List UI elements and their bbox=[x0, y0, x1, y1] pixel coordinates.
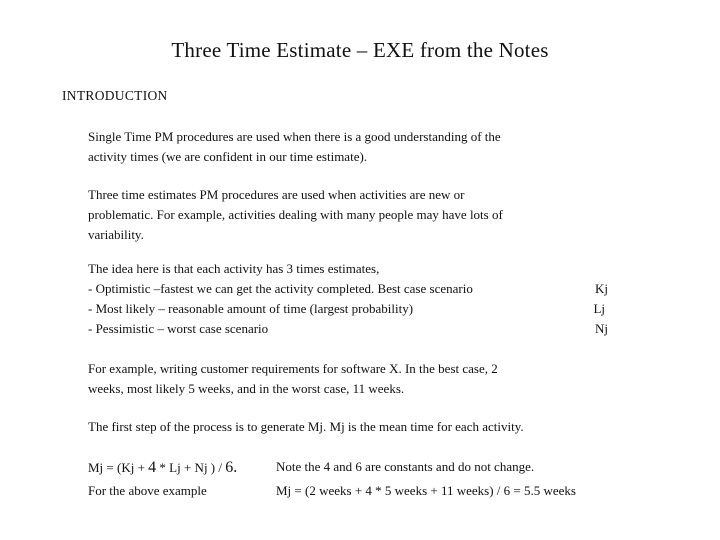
estimate-symbol: Lj bbox=[593, 301, 605, 316]
slide-title: Three Time Estimate – EXE from the Notes bbox=[171, 38, 549, 62]
example-row bbox=[88, 483, 668, 503]
paragraph-line: activity times (we are confident in our time estimate). bbox=[88, 149, 368, 164]
formula-note: Note the 4 and 6 are constants and do not change. bbox=[276, 459, 535, 474]
formula-part: * Lj + Nj ) / bbox=[156, 460, 226, 475]
estimate-text: - Pessimistic – worst case scenario bbox=[88, 321, 269, 336]
estimate-item-pessimistic bbox=[88, 319, 608, 339]
example-calculation: Mj = (2 weeks + 4 * 5 weeks + 11 weeks) / 6 = 5.5 weeks bbox=[276, 483, 576, 498]
estimates-list bbox=[88, 259, 648, 339]
paragraph-example bbox=[88, 359, 648, 399]
formula-constant-four: 4 bbox=[148, 459, 157, 476]
paragraph-three-time bbox=[88, 185, 648, 245]
estimate-text: - Optimistic –fastest we can get the activity completed. Best case scenario bbox=[88, 281, 473, 296]
paragraph-first-step bbox=[88, 417, 648, 437]
estimate-text: - Most likely – reasonable amount of time (largest probability) bbox=[88, 301, 414, 316]
estimate-item-optimistic bbox=[88, 279, 608, 299]
paragraph-line: The first step of the process is to generate Mj. Mj is the mean time for each activity. bbox=[88, 419, 524, 434]
estimate-item-most-likely bbox=[88, 299, 608, 319]
paragraph-line: variability. bbox=[88, 227, 144, 242]
paragraph-line: weeks, most likely 5 weeks, and in the worst case, 11 weeks. bbox=[88, 381, 405, 396]
example-label: For the above example bbox=[88, 483, 207, 498]
estimate-symbol: Kj bbox=[595, 281, 608, 296]
paragraph-line: problematic. For example, activities dealing with many people may have lots of bbox=[88, 207, 503, 222]
formula-row bbox=[88, 459, 668, 483]
paragraph-line: Three time estimates PM procedures are used when activities are new or bbox=[88, 187, 465, 202]
paragraph-line: For example, writing customer requirements for software X. In the best case, 2 bbox=[88, 361, 498, 376]
paragraph-line: Single Time PM procedures are used when there is a good understanding of the bbox=[88, 129, 501, 144]
formula-constant-six: 6. bbox=[225, 459, 238, 476]
mean-formula bbox=[88, 459, 237, 477]
formula-part: Mj = (Kj + bbox=[88, 460, 149, 475]
section-heading: INTRODUCTION bbox=[62, 88, 168, 103]
estimate-symbol: Nj bbox=[595, 321, 608, 336]
estimates-intro: The idea here is that each activity has 3 times estimates, bbox=[88, 261, 380, 276]
paragraph-single-time bbox=[88, 127, 648, 167]
